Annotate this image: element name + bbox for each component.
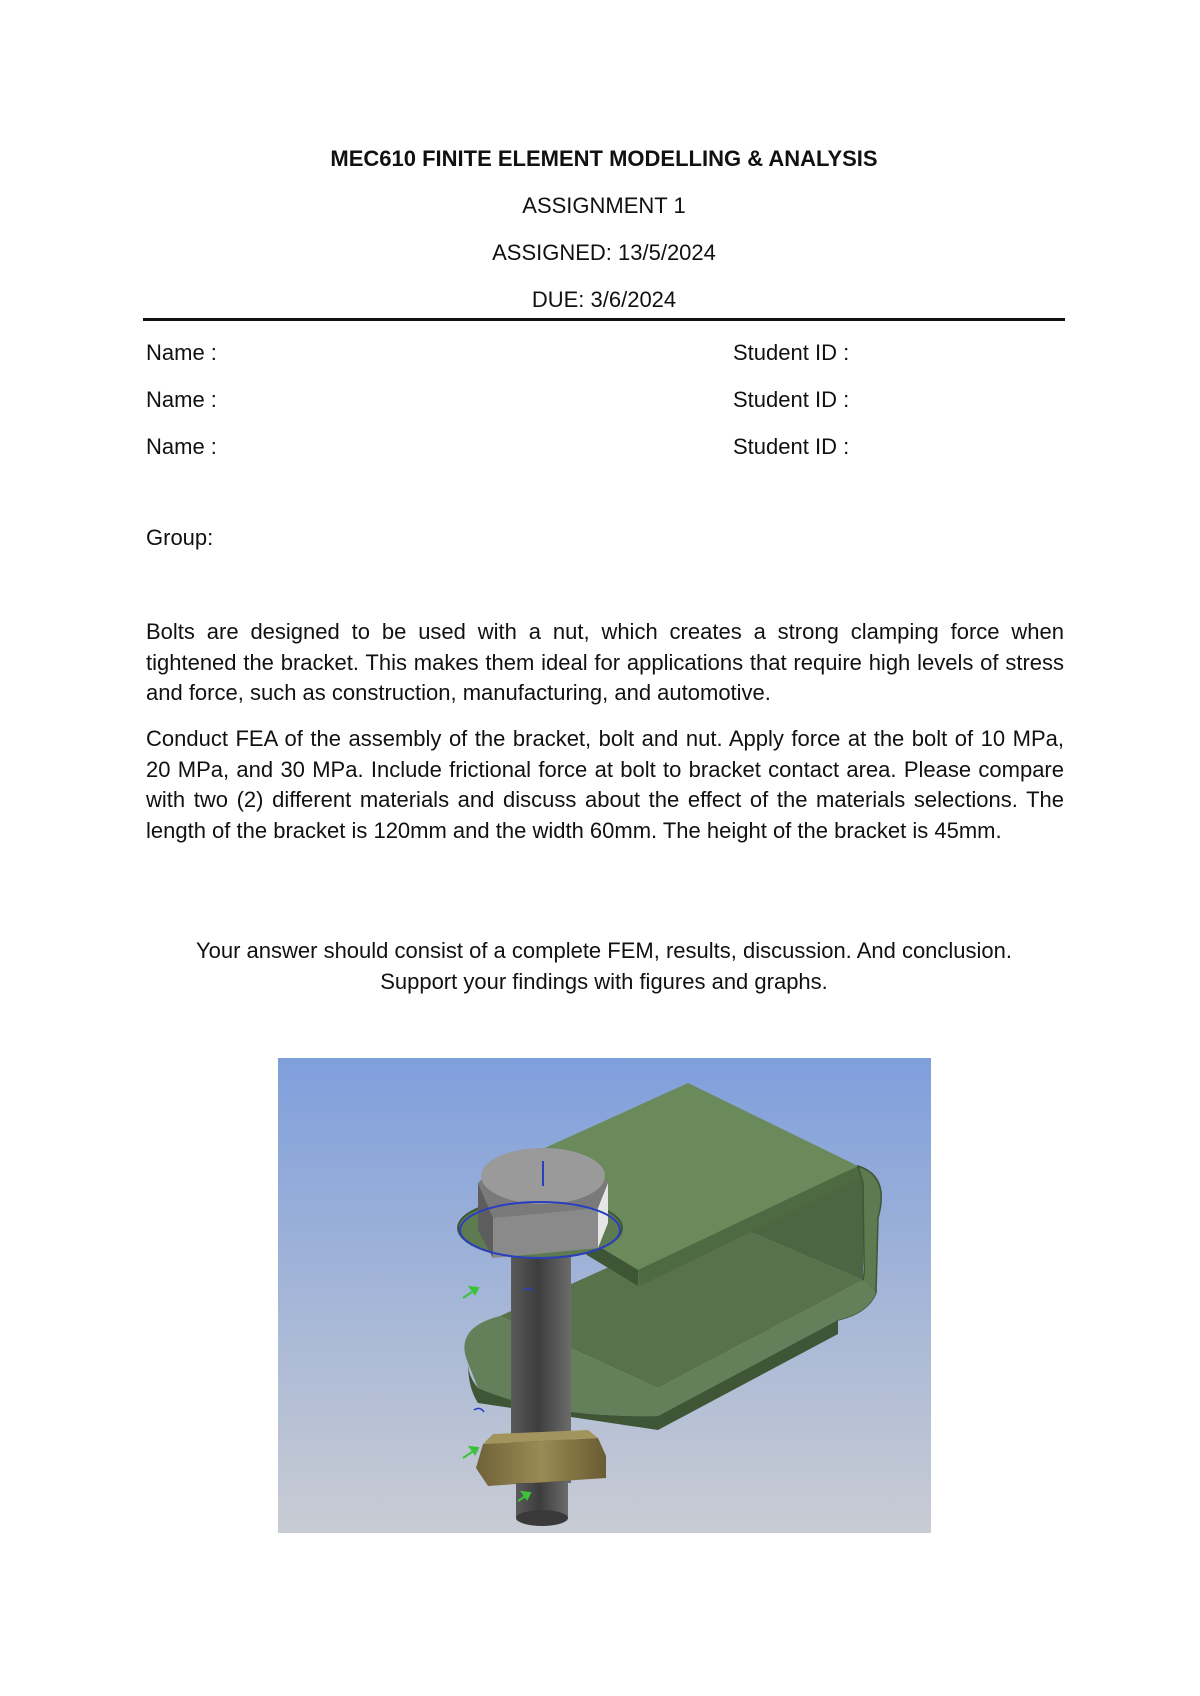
bolt-tip [516,1510,568,1526]
name-label: Name : [146,387,217,412]
group-label: Group: [146,525,214,550]
header-divider [143,318,1065,321]
course-title: MEC610 FINITE ELEMENT MODELLING & ANALYSIS [330,146,878,171]
task-paragraph: Conduct FEA of the assembly of the bracket, bolt and nut. Apply force at the bolt of 10 MPa, 20 MPa, and 30 MPa. Include frictional force at bolt to bracket contact area. Please compare with two (2) different materials and discuss about the effect of the materials selections. The length of the bracket is 120mm and the width 60mm. The height of the bracket is 45mm. [146,726,1064,843]
name-label: Name : [146,340,217,365]
name-label: Name : [146,434,217,459]
instruction-line-1: Your answer should consist of a complete FEM, results, discussion. And conclusion. [195,938,1013,963]
intro-paragraph: Bolts are designed to be used with a nut, which creates a strong clamping force when tightened the bracket. This makes them ideal for applications that require high levels of stress and force, such as construction, manufacturing, and automotive. [146,619,1064,705]
assignment-number: ASSIGNMENT 1 [522,193,686,218]
student-id-label: Student ID : [733,434,850,459]
assembly-model-illustration [278,1058,931,1533]
student-id-label: Student ID : [733,387,850,412]
due-date: DUE: 3/6/2024 [531,287,677,312]
nut [476,1430,606,1486]
document-header [143,144,1065,332]
bracket-bolt-assembly-figure [278,1058,931,1533]
instruction-line-2: Support your findings with figures and graphs. [380,969,828,994]
answer-instructions [143,935,1065,997]
student-id-label: Student ID : [733,340,850,365]
assigned-date: ASSIGNED: 13/5/2024 [492,240,716,265]
